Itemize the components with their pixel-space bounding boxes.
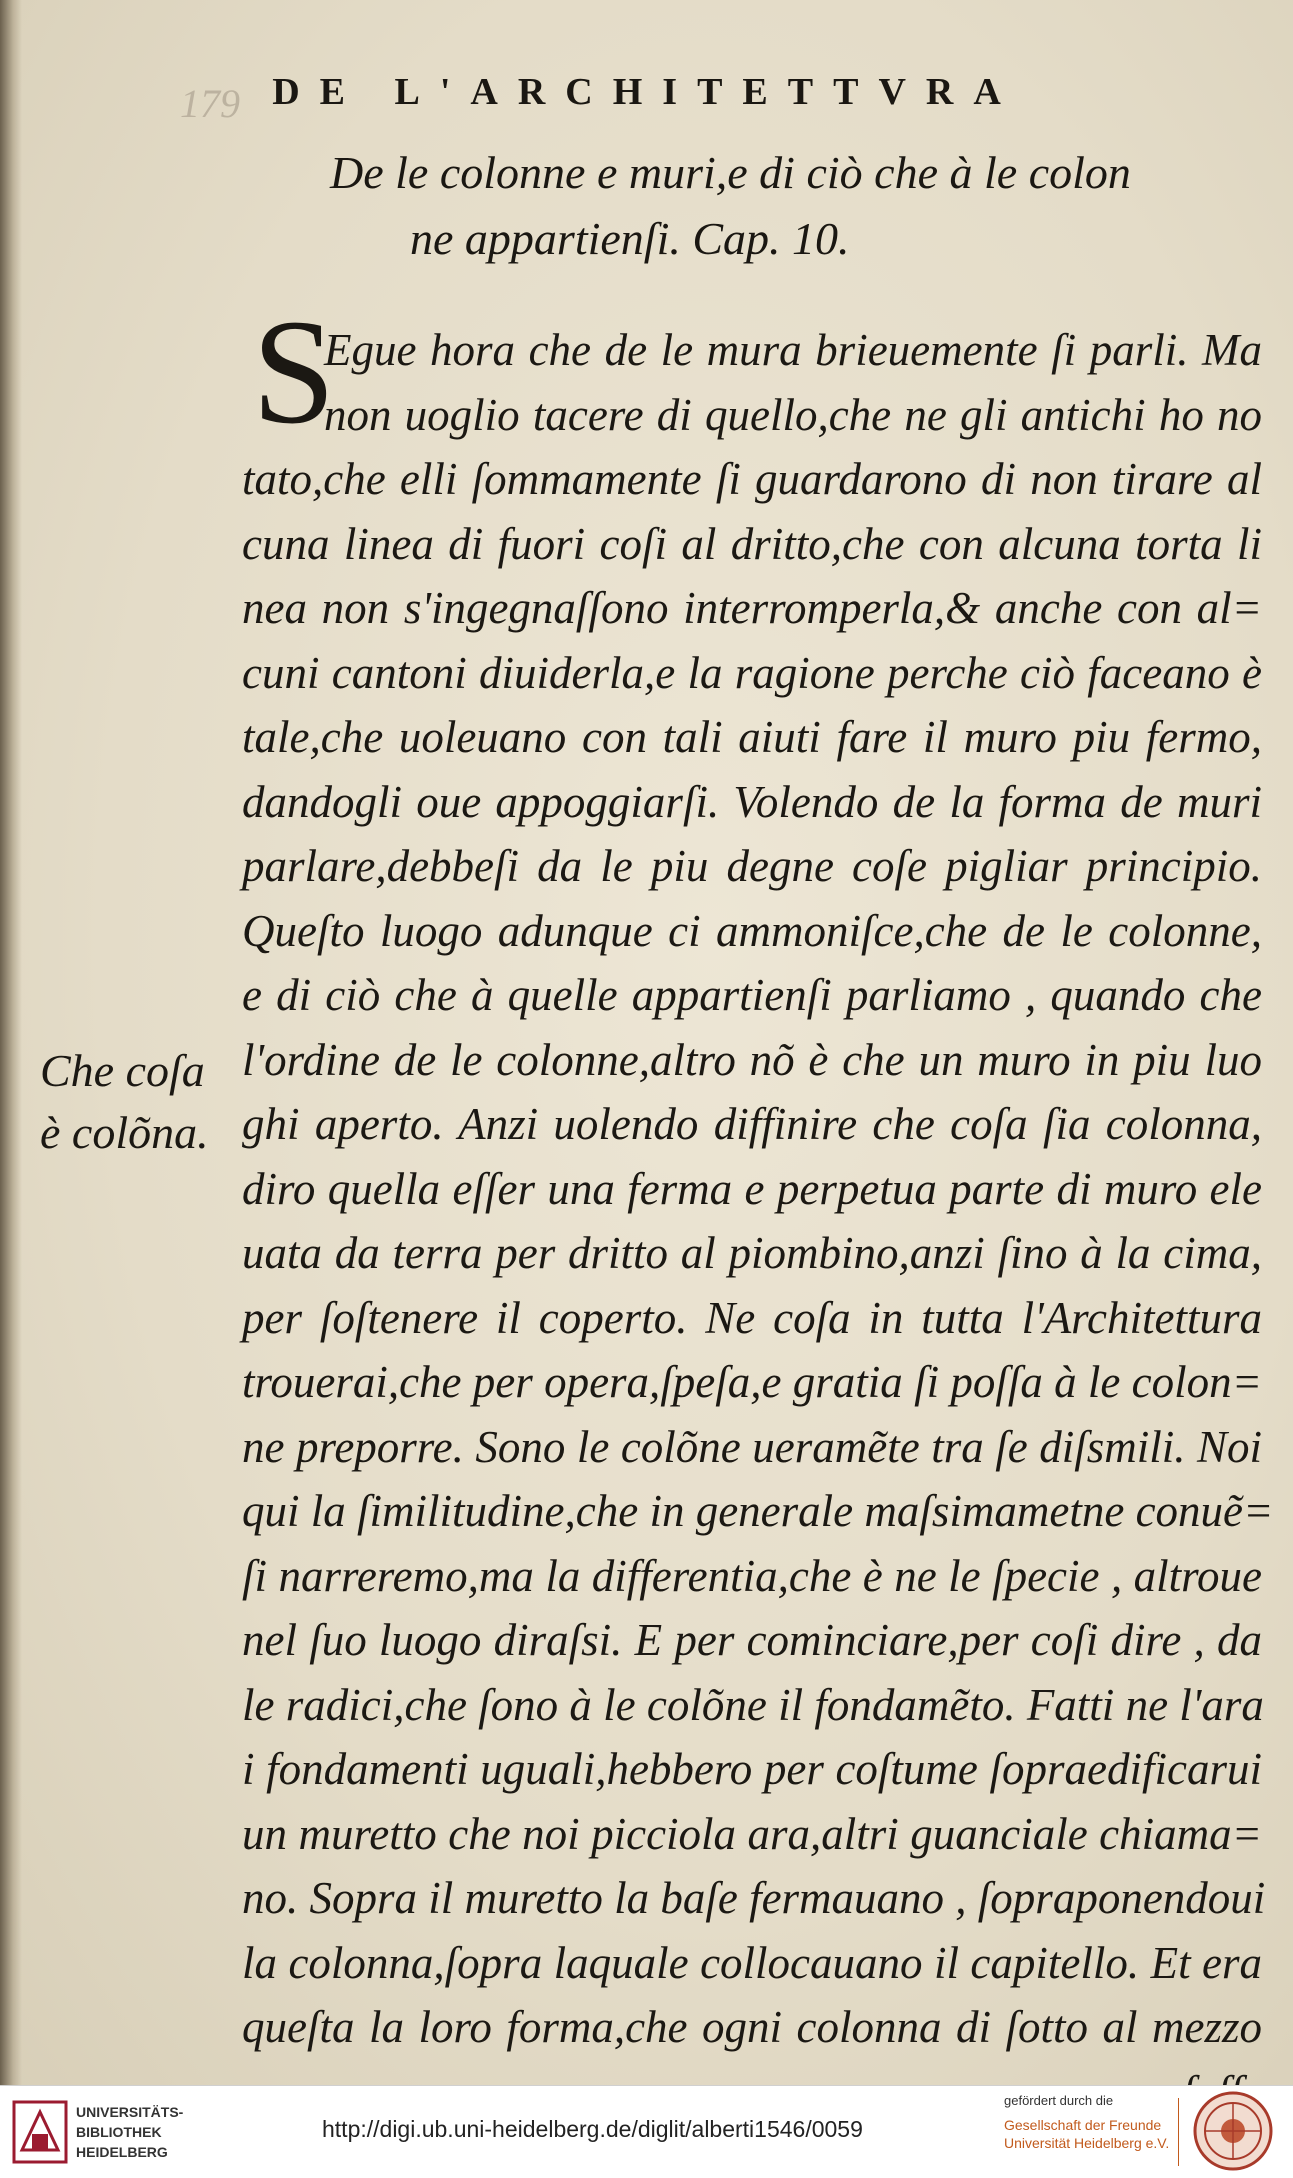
text-line: per ſoſtenere il coperto. Ne coſa in tutta l'Architettura: [242, 1292, 1262, 1343]
footer-divider: [1178, 2098, 1179, 2166]
chapter-title-line: De le colonne e muri,e di ciò che à le colon: [330, 147, 1131, 198]
text-line: la colonna,ſopra laquale collocauano il capitello. Et era: [242, 1937, 1262, 1988]
text-line: e di ciò che à quelle appartienſi parliamo , quando che: [242, 970, 1262, 1020]
library-name-line: UNIVERSITÄTS-: [76, 2104, 184, 2120]
marginal-note-line: è colõna.: [40, 1107, 209, 1158]
text-line: ghi aperto. Anzi uolendo diffinire che coſa ſia colonna,: [242, 1099, 1262, 1149]
gutter-shadow: [0, 0, 22, 2085]
university-seal-icon[interactable]: [1192, 2090, 1274, 2172]
library-name-line: BIBLIOTHEK: [76, 2124, 162, 2140]
text-line: Egue hora che de le mura brieuemente ſi parli. Ma: [324, 325, 1262, 375]
body-text: [242, 318, 1274, 2124]
text-line: tato,che elli ſommamente ſi guardarono di non tirare al: [242, 454, 1262, 504]
text-line: ſi narreremo,ma la differentia,che è ne le ſpecie , altroue: [242, 1550, 1262, 1601]
text-line: cuni cantoni diuiderla,e la ragione perche ciò faceano è: [242, 647, 1262, 698]
chapter-title-line: ne appartienſi. Cap. 10.: [410, 213, 850, 264]
text-line: uata da terra per dritto al piombino,anzi ſino à la cima,: [242, 1228, 1262, 1278]
text-line: no. Sopra il muretto la baſe fermauano , ſopraponendoui: [242, 1873, 1266, 1923]
text-line: l'ordine de le colonne,altro nõ è che un muro in piu luo: [242, 1034, 1262, 1085]
text-line: le radici,che ſono à le colõne il fondamẽto. Fatti ne l'ara: [242, 1679, 1264, 1730]
sponsor-org-line: Gesellschaft der Freunde: [1004, 2117, 1162, 2133]
text-line: qui la ſimilitudine,che in generale maſsimametne conuẽ=: [242, 1486, 1274, 1536]
permalink-url[interactable]: http://digi.ub.uni-heidelberg.de/diglit/alberti1546/0059: [322, 2116, 863, 2142]
text-line: ne preporre. Sono le colõne ueramẽte tra ſe diſsmili. Noi: [242, 1421, 1262, 1472]
library-name: [76, 2102, 183, 2162]
text-line: i fondamenti uguali,hebbero per coſtume ſopraedificarui: [242, 1744, 1262, 1794]
text-line: cuna linea di fuori coſi al dritto,che con alcuna torta li: [242, 518, 1262, 569]
text-line: dandogli oue appoggiarſi. Volendo de la forma de muri: [242, 776, 1262, 827]
text-line: queſta la loro forma,che ogni colonna di ſotto al mezzo: [242, 2002, 1262, 2052]
sponsor-by: gefördert durch die: [1004, 2093, 1114, 2108]
text-line: tale,che uoleuano con tali aiuti fare il muro piu fermo,: [242, 712, 1262, 762]
text-line: non uoglio tacere di quello,che ne gli antichi ho no: [324, 389, 1262, 440]
text-line: nea non s'ingegnaſſono interromperla,& anche con al=: [242, 583, 1262, 633]
sponsor-credit: [1004, 2092, 1169, 2152]
text-line: Queſto luogo adunque ci ammoniſce,che de le colonne,: [242, 905, 1262, 956]
digitization-footer: [0, 2085, 1293, 2178]
marginal-note: [40, 1040, 209, 1164]
library-name-line: HEIDELBERG: [76, 2144, 168, 2160]
text-line: diro quella eſſer una ferma e perpetua parte di muro ele: [242, 1163, 1262, 1214]
text-line: nel ſuo luogo diraſsi. E per cominciare,per coſi dire , da: [242, 1615, 1262, 1665]
marginal-note-line: Che coſa: [40, 1045, 205, 1096]
show-through-folio: 179: [180, 81, 240, 126]
text-line: parlare,debbeſi da le piu degne coſe pigliar principio.: [242, 841, 1262, 891]
chapter-title: [330, 140, 1200, 272]
text-line: trouerai,che per opera,ſpeſa,e gratia ſi poſſa à le colon=: [242, 1357, 1262, 1407]
drop-cap: S: [252, 289, 336, 455]
library-logo-icon[interactable]: [12, 2100, 68, 2164]
running-head: DE L'ARCHITETTVRA: [272, 71, 1021, 113]
sponsor-org-line: Universität Heidelberg e.V.: [1004, 2135, 1170, 2151]
text-line: un muretto che noi picciola ara,altri guanciale chiama=: [242, 1808, 1262, 1859]
